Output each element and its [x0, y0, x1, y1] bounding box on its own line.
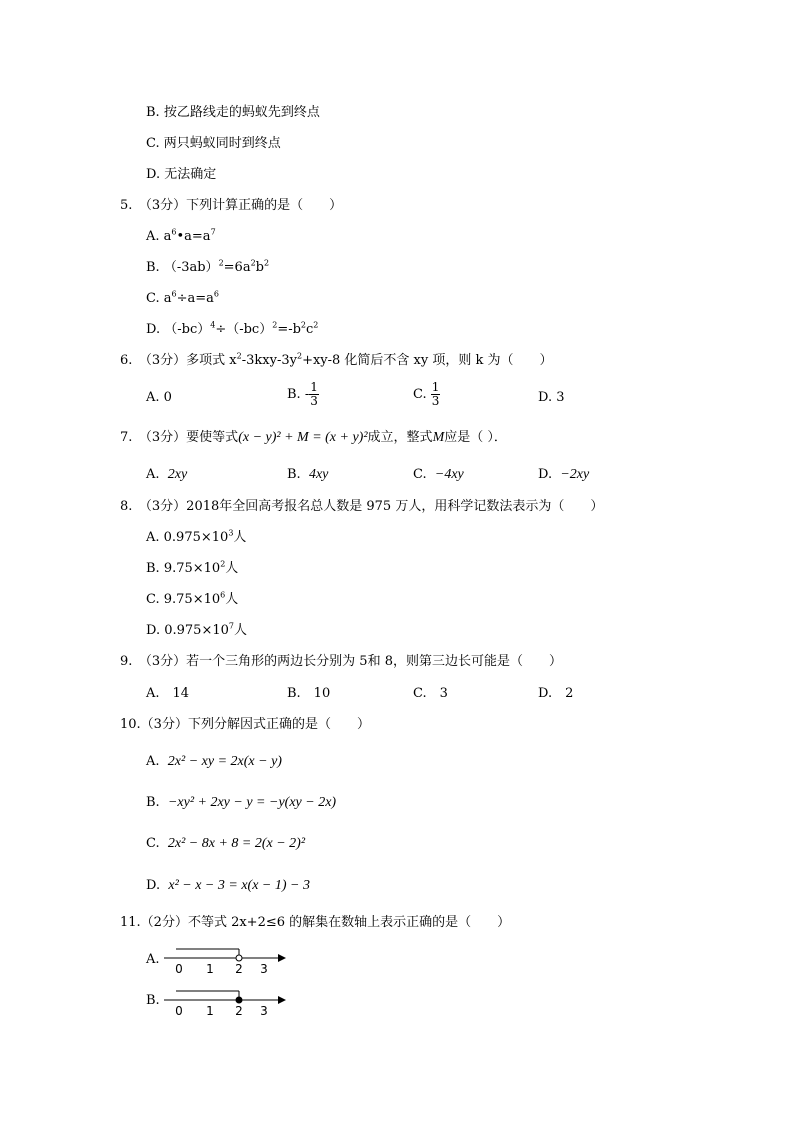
- q6-option-a: A. 0: [146, 390, 172, 405]
- q5-option-b: B. $(-3ab)^2=6a^2b^2$: [146, 258, 270, 275]
- q4-option-d: D. 无法确定: [146, 167, 217, 182]
- q8-stem: 8. （3分）2018年全回高考报名总人数是 975 万人，用科学记数法表示为（ ）: [120, 499, 604, 514]
- tick-label: 1: [206, 962, 214, 976]
- q7-option-c: C. −4xy: [413, 467, 464, 482]
- tick-label: 0: [175, 1004, 183, 1018]
- q6-fraction-b: $\frac{1}{3}$: [310, 380, 318, 408]
- q6-fraction-c: $\frac{1}{3}$: [431, 380, 440, 408]
- tick-label: 3: [260, 962, 268, 976]
- q4-option-c: C. 两只蚂蚁同时到终点: [146, 136, 281, 151]
- q7-option-d: D. −2xy: [538, 467, 590, 482]
- q10-option-d: D. x² − x − 3 = x(x − 1) − 3: [146, 878, 310, 893]
- q6-option-d: D. 3: [538, 390, 565, 405]
- q4-option-b: B. 按乙路线走的蚂蚁先到终点: [146, 105, 320, 120]
- tick-label: 1: [206, 1004, 214, 1018]
- q5-stem: 5. （3分）下列计算正确的是（ ）: [120, 198, 343, 213]
- q10-option-c: C. 2x² − 8x + 8 = 2(x − 2)²: [146, 836, 306, 851]
- q11-number-line-b: [160, 986, 290, 1018]
- q11-option-b-label: B.: [146, 993, 160, 1008]
- q11-option-a-label: A.: [146, 952, 160, 967]
- q9-option-d: D. 2: [538, 686, 574, 701]
- q7-option-a: A. 2xy: [146, 467, 188, 482]
- q9-option-a: A. 14: [146, 686, 190, 701]
- q8-option-a: A. $0.975\times 10^3$人: [146, 528, 247, 545]
- tick-label: 0: [175, 962, 183, 976]
- axis-arrow-icon: [278, 996, 286, 1004]
- closed-point: [236, 997, 242, 1003]
- q5-option-d: D. $(-bc)^4\div(-bc)^2=-b^2c^2$: [146, 320, 319, 337]
- q6-option-b: B. - $\frac{1}{3}$: [287, 380, 318, 408]
- q6-stem: 6. （3分）多项式 $x^2-3kxy-3y^2+xy-8$ 化简后不含 xy 项，则 k 为（ ）: [120, 351, 553, 368]
- q10-option-a: A. 2x² − xy = 2x(x − y): [146, 754, 282, 769]
- q10-stem: 10.（3分）下列分解因式正确的是（ ）: [120, 717, 370, 732]
- tick-label: 2: [235, 962, 243, 976]
- q8-option-c: C. $9.75\times 10^6$人: [146, 590, 239, 607]
- q9-option-c: C. 3: [413, 686, 448, 701]
- tick-label: 3: [260, 1004, 268, 1018]
- q5-option-a: A. $a^6•a=a^7$: [146, 227, 216, 244]
- q8-option-b: B. $9.75\times 10^2$人: [146, 559, 239, 576]
- q11-number-line-a: [160, 944, 290, 976]
- q5-option-c: C. $a^6\div a=a^6$: [146, 289, 219, 306]
- q11-stem: 11.（2分）不等式 2x+2≤6 的解集在数轴上表示正确的是（ ）: [120, 915, 511, 930]
- q9-stem: 9. （3分）若一个三角形的两边长分别为 5和 8，则第三边长可能是（ ）: [120, 654, 562, 669]
- q9-option-b: B. 10: [287, 686, 331, 701]
- tick-label: 2: [235, 1004, 243, 1018]
- axis-arrow-icon: [278, 954, 286, 962]
- q8-option-d: D. $0.975\times 10^7$人: [146, 621, 247, 638]
- q7-stem: 7. （3分）要使等式(x − y)² + M = (x + y)²成立，整式M应是（ ）．: [120, 430, 507, 445]
- q7-option-b: B. 4xy: [287, 467, 329, 482]
- q10-option-b: B. −xy² + 2xy − y = −y(xy − 2x): [146, 795, 337, 810]
- q6-option-c: C. $\frac{1}{3}$: [413, 380, 440, 408]
- open-point: [236, 955, 242, 961]
